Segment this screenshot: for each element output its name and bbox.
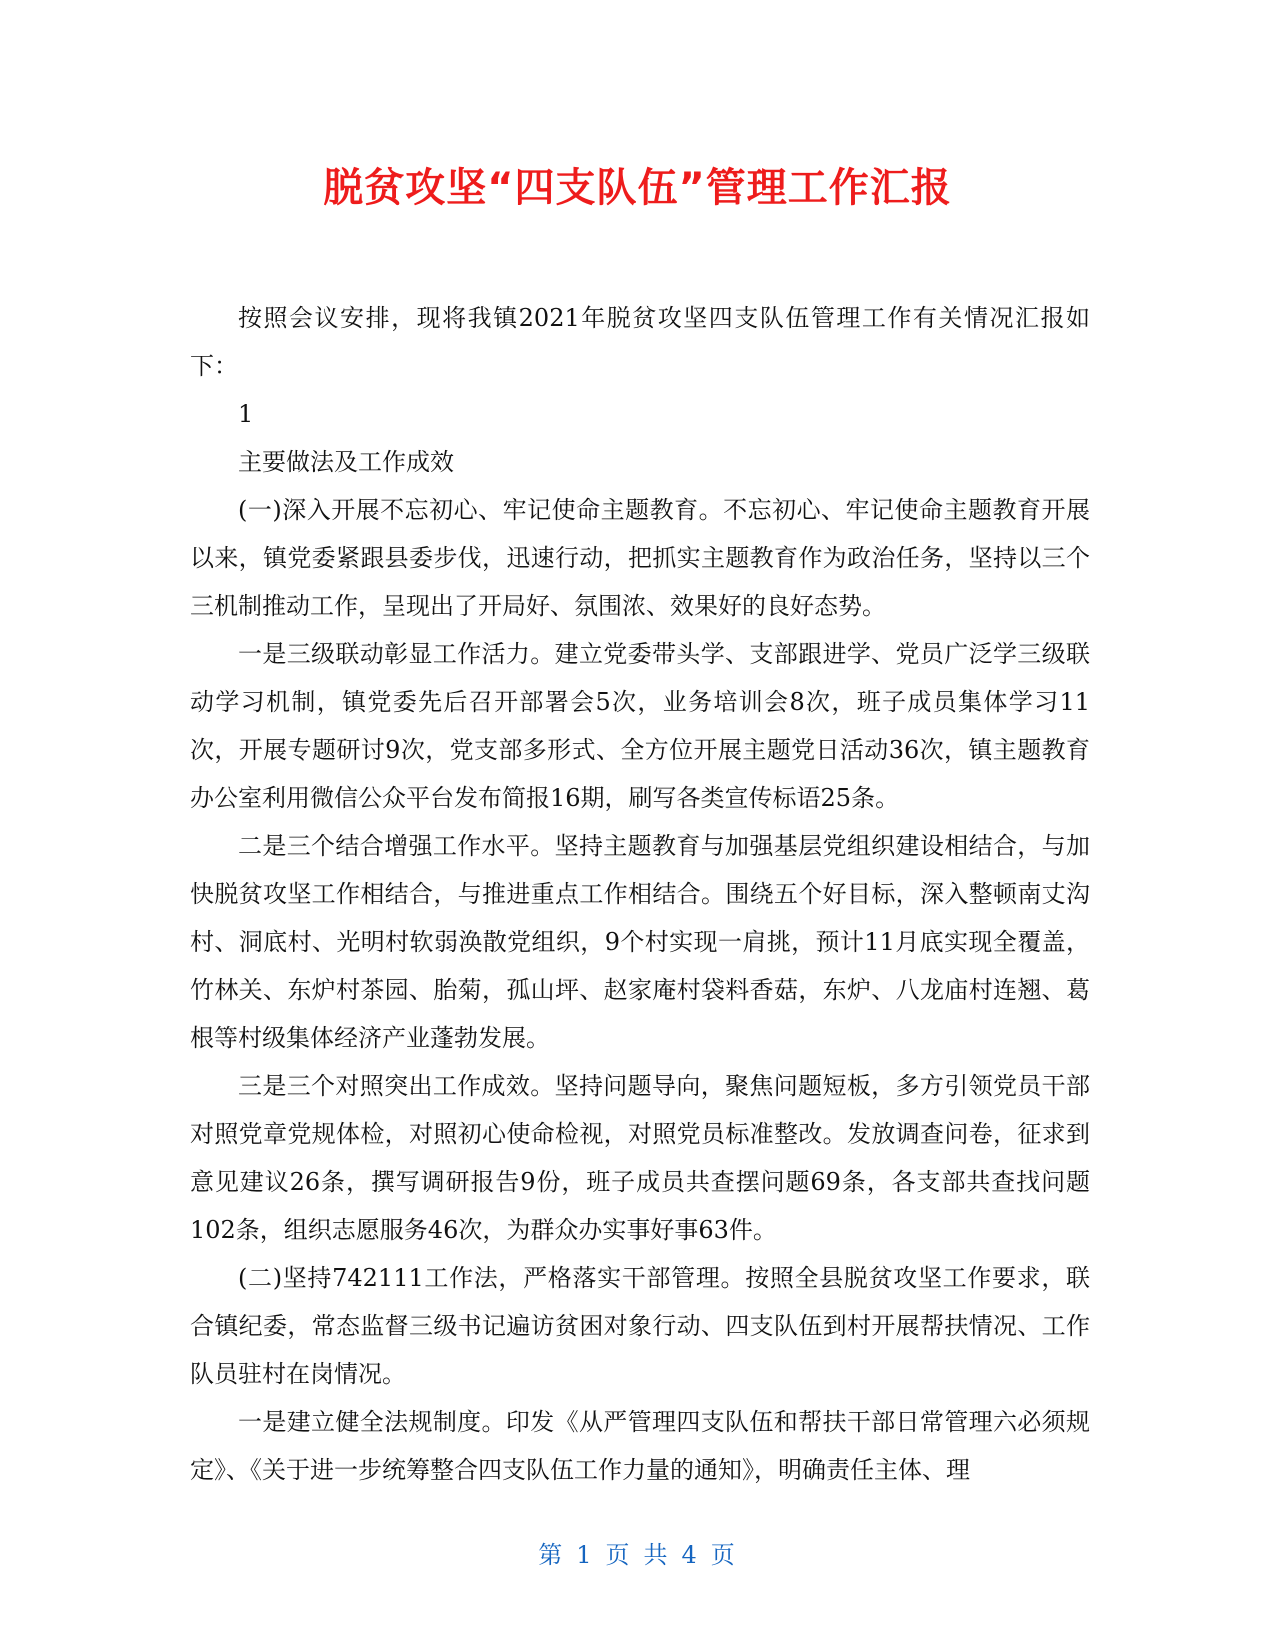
paragraph-742111: (二)坚持742111工作法，严格落实干部管理。按照全县脱贫攻坚工作要求，联合镇纪委，常态监督三级书记遍访贫困对象行动、四支队伍到村开展帮扶情况、工作队员驻村在岗情况。 xyxy=(190,1264,1090,1388)
paragraph-three-contrasts: 三是三个对照突出工作成效。坚持问题导向，聚焦问题短板，多方引领党员干部对照党章党规体检，对照初心使命检视，对照党员标准整改。发放调查问卷，征求到意见建议26条，撰写调研报告9份，班子成员共查摆问题69条，各支部共查找问题102条，组织志愿服务46次，为群众办实事好事63件。 xyxy=(190,1072,1090,1244)
section-number: 1 xyxy=(238,400,254,428)
paragraph-three-level: 一是三级联动彰显工作活力。建立党委带头学、支部跟进学、党员广泛学三级联动学习机制，镇党委先后召开部署会5次，业务培训会8次，班子成员集体学习11次，开展专题研讨9次，党支部多形式、全方位开展主题党日活动36次，镇主题教育办公室利用微信公众平台发布简报16期，刷写各类宣传标语25条。 xyxy=(190,640,1090,812)
document-body xyxy=(190,294,1090,1494)
paragraph-theme-education: (一)深入开展不忘初心、牢记使命主题教育。不忘初心、牢记使命主题教育开展以来，镇党委紧跟县委步伐，迅速行动，把抓实主题教育作为政治任务，坚持以三个三机制推动工作，呈现出了开局好、氛围浓、效果好的良好态势。 xyxy=(190,496,1090,620)
page-footer xyxy=(0,1538,1275,1572)
paragraph-intro: 按照会议安排，现将我镇2021年脱贫攻坚四支队伍管理工作有关情况汇报如下： xyxy=(190,304,1090,380)
footer-total-prefix: 共 xyxy=(643,1541,670,1569)
footer-current-page: 1 xyxy=(576,1541,594,1569)
footer-page-suffix: 页 xyxy=(605,1541,632,1569)
footer-total-suffix: 页 xyxy=(710,1541,737,1569)
paragraph-regulations: 一是建立健全法规制度。印发《从严管理四支队伍和帮扶干部日常管理六必须规定》、《关于进一步统筹整合四支队伍工作力量的通知》，明确责任主体、理 xyxy=(190,1408,1090,1484)
paragraph-three-combinations: 二是三个结合增强工作水平。坚持主题教育与加强基层党组织建设相结合，与加快脱贫攻坚工作相结合，与推进重点工作相结合。围绕五个好目标，深入整顿南丈沟村、洞底村、光明村软弱涣散党组织，9个村实现一肩挑，预计11月底实现全覆盖，竹林关、东炉村茶园、胎菊，孤山坪、赵家庵村袋料香菇，东炉、八龙庙村连翘、葛根等村级集体经济产业蓬勃发展。 xyxy=(190,832,1090,1052)
footer-page-prefix: 第 xyxy=(538,1541,565,1569)
document-title: 脱贫攻坚“四支队伍”管理工作汇报 xyxy=(323,165,952,211)
footer-total-pages: 4 xyxy=(681,1541,699,1569)
section-heading: 主要做法及工作成效 xyxy=(238,448,454,476)
